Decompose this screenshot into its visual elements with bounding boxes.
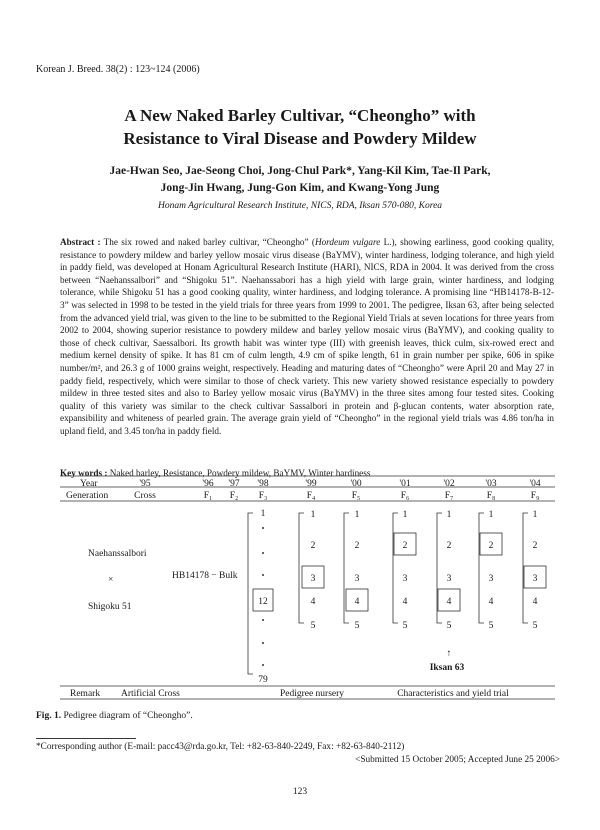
gen-f8: F₈ — [486, 491, 496, 501]
svg-text:1: 1 — [402, 510, 408, 520]
year-97: '97 — [228, 479, 240, 489]
column-99 — [302, 510, 324, 631]
submission-dates: <Submitted 15 October 2005; Accepted June 25 2006> — [355, 755, 560, 765]
cross-symbol: × — [108, 575, 114, 585]
column-02 — [438, 510, 460, 631]
title-line-2: Resistance to Viral Disease and Powdery Mildew — [123, 129, 477, 148]
svg-text:4: 4 — [310, 597, 316, 607]
svg-text:5: 5 — [488, 621, 494, 631]
title-line-1: A New Naked Barley Cultivar, “Cheongho” with — [124, 106, 476, 125]
generation-label: Generation — [66, 491, 109, 501]
svg-text:2: 2 — [310, 541, 316, 551]
svg-text:1: 1 — [446, 510, 452, 520]
year-01: '01 — [399, 479, 411, 489]
svg-text:5: 5 — [402, 621, 408, 631]
svg-text:3: 3 — [354, 574, 360, 584]
svg-text:5: 5 — [310, 621, 316, 631]
svg-text:4: 4 — [446, 597, 452, 607]
keywords-text: Naked barley, Resistance, Powdery mildew, BaYMV, Winter hardiness — [107, 468, 371, 478]
figure-caption — [36, 711, 193, 721]
gen-f1: F₁ — [203, 491, 213, 501]
remark-yield-trial: Characteristics and yield trial — [397, 689, 509, 699]
remark-artificial-cross: Artificial Cross — [121, 689, 180, 699]
year-04: '04 — [529, 479, 541, 489]
gen-f5: F₅ — [351, 491, 361, 501]
svg-text:2: 2 — [532, 541, 538, 551]
f3-1: 1 — [260, 509, 266, 519]
svg-text:4: 4 — [488, 597, 494, 607]
authors-line-1: Jae-Hwan Seo, Jae-Seong Choi, Jong-Chul Park*, Yang-Kil Kim, Tae-Il Park, — [109, 165, 491, 177]
svg-text:3: 3 — [310, 574, 316, 584]
keywords-label: Key words : — [60, 468, 108, 478]
svg-text:3: 3 — [488, 574, 494, 584]
caption-text: Pedigree diagram of “Cheongho”. — [61, 711, 193, 721]
f3-selected: 12 — [258, 597, 268, 607]
abstract-text-2: L.), showing earliness, good cooking quality, resistance to powdery mildew and barley yellow mosaic virus disease (BaYMV), winter hardiness, lodging tolerance, and high yield in paddy field, was developed at Honam Agricultural Research Institute (HARI), NICS, RDA in 2004. It was derived from the cross between “Naehanssalbori” and “Shigoku 51”. Naehanssabori has a high yield with large grain, winter hardiness, and lodging tolerance, while Shigoku 51 has a good cooking quality, winter hardiness, and lodging tolerance. A promising line “HB14178-B-12-3” was selected in 1998 to be tested in the yield trials for three years from 1999 to 2001. The pedigree, Iksan 63, after being selected from the advanced yield trial, was given to the line to be submitted to the Regional Yield Trials at seven locations for three years from 2002 to 2004, showing superior resistance to powdery mildew and barley yellow mosaic virus (BaYMV), and cooking quality to those of check cultivar, Saessalbori. Its growth habit was winter type (III) with greenish leaves, thick culm, six-rowed erect and medium kernel density of spike. It has 81 cm of culm length, 4.9 cm of spike length, 61 in grain number per spike, 606 in spike number/m², and 26.3 g of 1000 grains weight, respectively. Heading and maturing dates of “Cheongho” were April 20 and May 27 in paddy field, respectively, which were similar to those of check variety. This new variety showed resistance especially to powdery mildew in three tested sites and also to Barley yellow mosaic virus (BaYMV) in the three sites among four tested sites. Cooking quality of this variety was similar to the check cultivar Sassalbori in protein and β-glucan contents, water absorption rate, expansibility and whiteness of pearled grain. The average grain yield of “Cheongho” in the regional yield trials was 4.86 ton/ha in upland field, and 3.45 ton/ha in paddy field. — [60, 237, 554, 436]
page-number: 123 — [292, 787, 308, 797]
species-name: Hordeum vulgare — [314, 237, 381, 247]
svg-text:1: 1 — [354, 510, 360, 520]
svg-text:3: 3 — [402, 574, 408, 584]
gen-f7: F₇ — [444, 491, 454, 501]
year-label: Year — [80, 479, 98, 489]
abstract-text-1: The six rowed and naked barley cultivar, “Cheongho” ( — [100, 237, 315, 247]
year-00: '00 — [350, 479, 362, 489]
svg-text:1: 1 — [488, 510, 494, 520]
remark-pedigree-nursery: Pedigree nursery — [279, 689, 345, 699]
line-label: HB14178 − Bulk — [172, 571, 238, 581]
svg-text:2: 2 — [354, 541, 360, 551]
remark-label: Remark — [70, 689, 101, 699]
bracket-03 — [479, 513, 484, 623]
svg-text:1: 1 — [532, 510, 538, 520]
figure-label: Fig. 1. — [36, 711, 62, 721]
column-00 — [346, 510, 368, 631]
year-03: '03 — [485, 479, 497, 489]
svg-text:4: 4 — [532, 597, 538, 607]
svg-text:5: 5 — [354, 621, 360, 631]
svg-text:3: 3 — [532, 574, 538, 584]
svg-text:2: 2 — [446, 541, 452, 551]
svg-text:2: 2 — [488, 541, 494, 551]
svg-text:5: 5 — [446, 621, 452, 631]
bracket-99 — [299, 513, 304, 623]
authors-line-2: Jong-Jin Hwang, Jung-Gon Kim, and Kwang-Yong Jung — [160, 182, 440, 194]
svg-text:1: 1 — [310, 510, 316, 520]
year-96: '96 — [202, 479, 214, 489]
parent-2: Shigoku 51 — [88, 602, 132, 612]
footnote-rule — [36, 738, 136, 739]
bracket-01 — [393, 513, 398, 623]
gen-f2: F₂ — [229, 491, 239, 501]
year-95: '95 — [139, 479, 151, 489]
column-03 — [480, 510, 502, 631]
year-98: '98 — [257, 479, 269, 489]
year-99: '99 — [305, 479, 317, 489]
abstract-label: Abstract : — [60, 237, 101, 247]
svg-text:3: 3 — [446, 574, 452, 584]
affiliation: Honam Agricultural Research Institute, NICS, RDA, Iksan 570-080, Korea — [157, 201, 443, 211]
f3-count: 79 — [258, 675, 268, 685]
gen-cross: Cross — [134, 491, 156, 501]
gen-f9: F₉ — [530, 491, 540, 501]
gen-f3: F₃ — [258, 491, 268, 501]
parent-1: Naehanssalbori — [88, 549, 147, 559]
column-01 — [394, 510, 416, 631]
svg-text:4: 4 — [354, 597, 360, 607]
year-02: '02 — [443, 479, 455, 489]
iksan-label: Iksan 63 — [429, 663, 465, 673]
bracket-98 — [248, 513, 253, 674]
svg-text:2: 2 — [402, 541, 408, 551]
journal-citation: Korean J. Breed. 38(2) : 123~124 (2006) — [36, 64, 200, 75]
corresponding-author: *Corresponding author (E-mail: pacc43@rda.go.kr, Tel: +82-63-840-2249, Fax: +82-63-840-2112) — [36, 742, 405, 752]
gen-f6: F₆ — [400, 491, 410, 501]
bracket-00 — [344, 513, 349, 623]
svg-text:4: 4 — [402, 597, 408, 607]
svg-text:5: 5 — [532, 621, 538, 631]
gen-f4: F₄ — [306, 491, 316, 501]
arrow-up-icon: ↑ — [446, 649, 452, 659]
column-04 — [524, 510, 546, 631]
